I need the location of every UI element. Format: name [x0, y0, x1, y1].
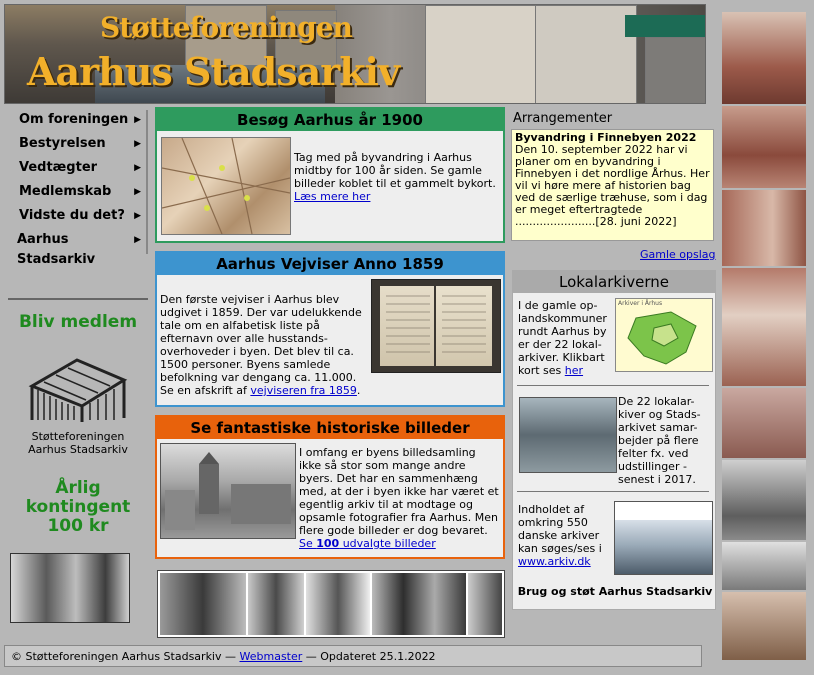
kontingent-line1: Årlig: [55, 478, 101, 498]
link-part-bold: 100: [316, 537, 340, 550]
chevron-right-icon: ▶: [134, 115, 141, 125]
box-billeder-text: [299, 446, 499, 550]
box-billeder: [155, 415, 505, 559]
events-box: [511, 129, 714, 241]
historic-photos-strip[interactable]: [157, 570, 505, 638]
box-vejviser-text: [160, 293, 368, 397]
menu-label: Medlemskab: [19, 184, 112, 199]
lokal-text-3: [518, 503, 610, 568]
box-vejviser-title: Aarhus Vejviser Anno 1859: [157, 253, 503, 275]
menu-item-om-foreningen[interactable]: [8, 110, 148, 134]
chevron-right-icon: ▶: [134, 139, 141, 149]
footer: [4, 645, 702, 667]
lokal-map-link[interactable]: her: [564, 364, 584, 377]
menu-item-medlemskab[interactable]: [8, 182, 148, 206]
logo-stadsarkiv-building: [24, 356, 130, 426]
chevron-right-icon: ▶: [134, 211, 141, 221]
photo-strip: [722, 12, 806, 660]
org-name-line1: Støtteforeningen: [31, 430, 125, 443]
header-title-line1: Støtteforeningen: [100, 11, 352, 44]
lokal-title: Lokalarkiverne: [513, 271, 715, 293]
footer-suffix: — Opdateret 25.1.2022: [302, 650, 436, 663]
photo-men: [722, 106, 806, 190]
lokal-map-image[interactable]: [615, 298, 713, 372]
box-vejviser: [155, 251, 505, 407]
lokal-divider-1: [517, 385, 709, 386]
box-besog-aarhus-title: Besøg Aarhus år 1900: [157, 109, 503, 131]
box-besog-aarhus-text: [294, 151, 499, 203]
photo-town: [722, 542, 806, 592]
chevron-right-icon: ▶: [134, 187, 141, 197]
box-billeder-title: Se fantastiske historiske billeder: [157, 417, 503, 439]
photo-church-street[interactable]: [160, 443, 296, 539]
footer-prefix: © Støtteforeningen Aarhus Stadsarkiv —: [11, 650, 240, 663]
udvalgte-billeder-link[interactable]: [299, 537, 436, 550]
lokal-p3: Indholdet af omkring 550 danske arkiver kan søges/ses i: [518, 503, 602, 555]
header-title-line2: Aarhus Stadsarkiv: [27, 49, 400, 94]
header-banner: [4, 4, 706, 104]
map-image-1900[interactable]: [161, 137, 291, 235]
org-name-line2: Aarhus Stadsarkiv: [28, 443, 128, 456]
event-text: Den 10. september 2022 har vi planer om en byvandring i Finnebyen i det nordlige Århus. Her vil vi høre mere af historien bag ved de særlige træhuse, som i dag er meget eftertragtede .......................[28. juni 2022]: [515, 143, 710, 228]
lokal-p2: De 22 lokalar-kiver og Stads-arkivet samar-bejder på flere felter fx. ved udstillinger - senest i 2017.: [618, 395, 701, 486]
chevron-right-icon: ▶: [134, 163, 141, 173]
menu-divider: [8, 298, 148, 300]
menu-label: Vidste du det?: [19, 208, 125, 223]
webmaster-link[interactable]: Webmaster: [239, 650, 303, 663]
vejviser-link[interactable]: vejviseren fra 1859: [250, 384, 357, 397]
menu-label: Vedtægter: [19, 160, 98, 175]
side-menu: [8, 110, 148, 267]
photo-tram: [722, 12, 806, 106]
events-heading: Arrangementer: [513, 111, 613, 126]
gamle-opslag-link[interactable]: Gamle opslag: [640, 248, 716, 261]
event-title: Byvandring i Finnebyen 2022: [515, 131, 697, 144]
box-besog-aarhus: [155, 107, 505, 243]
lokal-p1: I de gamle op-landskommuner rundt Aarhus by er der 22 lokal-arkiver. Klikbart kort ses: [518, 299, 607, 377]
laes-mere-link[interactable]: Læs mere her: [294, 190, 371, 203]
lokal-map-label: Arkiver i Århus: [618, 300, 663, 307]
photo-church: [722, 268, 806, 388]
photo-truck: [722, 460, 806, 542]
arkiv-dk-screenshot[interactable]: [614, 501, 713, 575]
support-text: Brug og støt Aarhus Stadsarkiv: [517, 585, 713, 598]
link-part: Se: [299, 537, 317, 550]
menu-label: Aarhus Stadsarkiv: [17, 232, 96, 267]
box-vejviser-period: .: [356, 384, 361, 397]
photo-street: [722, 190, 806, 268]
photo-cyclists[interactable]: [10, 553, 130, 623]
menu-item-bestyrelsen[interactable]: [8, 134, 148, 158]
kontingent-line2: kontingent: [25, 497, 131, 517]
chevron-right-icon: ▶: [134, 235, 141, 245]
kontingent-line3: 100 kr: [47, 516, 109, 536]
photo-cart: [722, 592, 806, 660]
menu-label: Om foreningen: [19, 112, 129, 127]
photo-girls: [722, 388, 806, 460]
menu-item-vidste-du-det[interactable]: [8, 206, 148, 230]
lokal-divider-2: [517, 491, 709, 492]
box-billeder-body: I omfang er byens billedsamling ikke så stor som mange andre byers. Det har en sammenhæng med, at der i byen ikke har været et egentlig arkiv til at modtage og opsamle fotografier fra Aarhus. Men flere gode billeder er dog bevaret.: [299, 446, 499, 537]
menu-label: Bestyrelsen: [19, 136, 106, 151]
book-image-1859[interactable]: [371, 279, 501, 373]
box-vejviser-body: Den første vejviser i Aarhus blev udgivet i 1859. Der var udelukkende tale om en alfabetisk liste på efternavn over alle husstands-overhoveder i byen. Det blev til ca. 1500 personer. Byens samlede befolkning var dengang ca. 11.000. Se en afskrift af: [160, 293, 362, 397]
menu-item-aarhus-stadsarkiv[interactable]: [8, 230, 148, 267]
box-besog-aarhus-body: Tag med på byvandring i Aarhus midtby for 100 år siden. Se gamle billeder koblet til et gammelt bykort.: [294, 151, 496, 190]
menu-item-vedtaegter[interactable]: [8, 158, 148, 182]
arkiv-dk-link[interactable]: www.arkiv.dk: [518, 555, 591, 568]
link-part: udvalgte billeder: [339, 537, 436, 550]
bliv-medlem-link[interactable]: Bliv medlem: [18, 312, 138, 332]
lokal-text-1: [518, 299, 613, 377]
photo-udstilling[interactable]: [519, 397, 617, 473]
lokal-box: [512, 270, 716, 610]
